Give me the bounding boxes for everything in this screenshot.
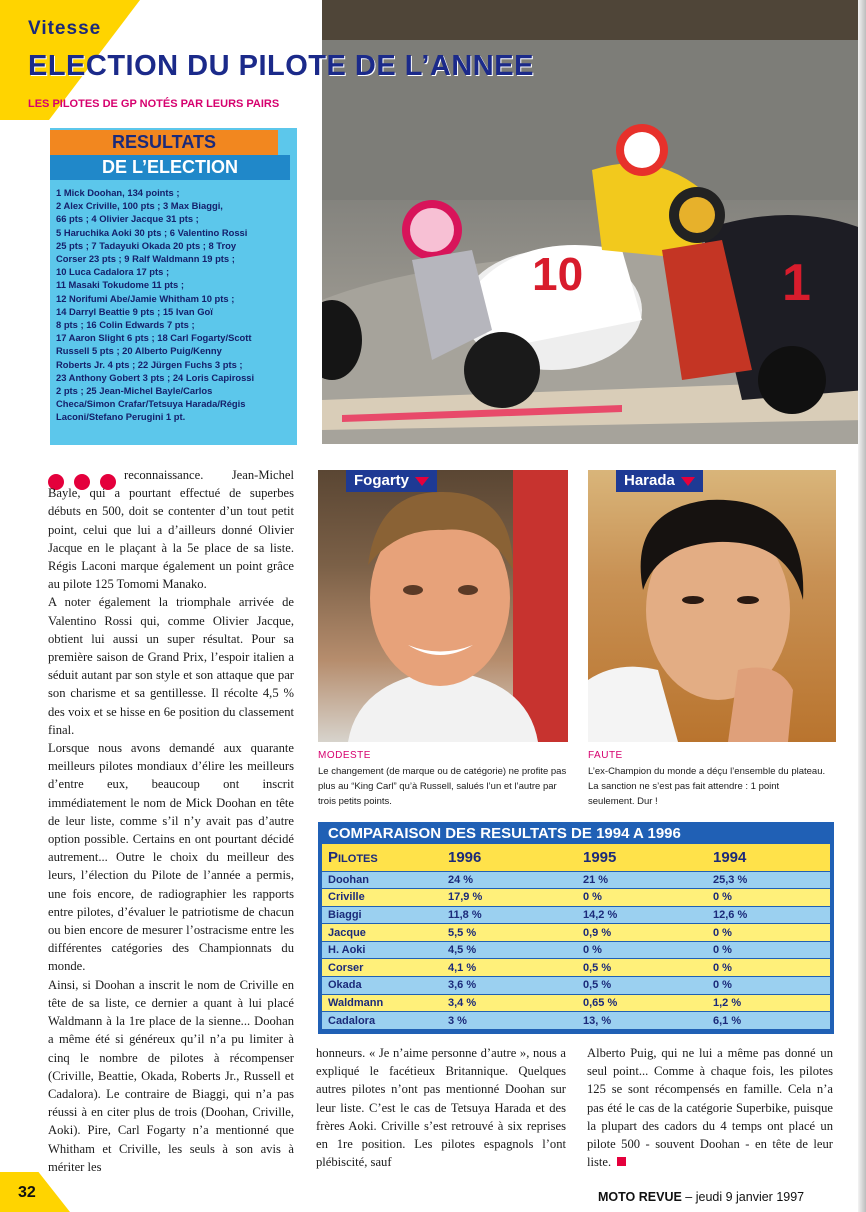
results-line: 2 pts ; 25 Jean-Michel Bayle/Carlos xyxy=(56,385,213,397)
results-line: Russell 5 pts ; 20 Alberto Puig/Kenny xyxy=(56,345,222,357)
bike-number: 10 xyxy=(532,248,584,300)
table-cell: 24 % xyxy=(442,871,577,889)
table-cell: Okada xyxy=(322,977,442,995)
table-cell: 0 % xyxy=(577,941,707,959)
table-cell: Corser xyxy=(322,959,442,977)
results-line: 11 Masaki Tokudome 11 pts ; xyxy=(56,279,184,291)
article-column-3 xyxy=(587,1044,833,1171)
table-cell: Cadalora xyxy=(322,1012,442,1030)
table-cell: Biaggi xyxy=(322,906,442,924)
harada-portrait xyxy=(588,470,836,742)
paragraph: Lorsque nous avons demandé aux quarante meilleurs pilotes mondiaux d’élire les meilleurs d’entre eux, beaucoup ont inscrit immédiatement le nom de Mick Doohan en tête de leur liste, comme s’il n’y avait pas d’autre option possible. Certains en ont pourtant décidé autrement... Outre le choix du meilleur des leurs, l’élection du Pilote de l’année a permis, une fois encore, de radiographier les rapports entre pilotes, d’évaluer le patriotisme de chacun ou bien encore de mesurer l’ostracisme entre les différentes catégories des Championnats du monde. xyxy=(48,741,294,974)
results-line: 12 Norifumi Abe/Jamie Whitham 10 pts ; xyxy=(56,292,235,304)
caption-head-fogarty: MODESTE xyxy=(318,750,371,761)
table-row xyxy=(322,871,830,889)
table-cell: 13, % xyxy=(577,1012,707,1030)
name-tag-label: Fogarty xyxy=(354,472,410,489)
paragraph: honneurs. « Je n’aime personne d’autre », nous a expliqué le facétieux Britannique. Quelques autres pilotes n’ont pas mentionné Doohan sur leur liste. C’est le cas de Tetsuya Harada et des frères Aoki. Criville s’est retrouvé à six reprises en 1re position. Les pilotes espagnols l’ont plébiscité, sauf xyxy=(316,1046,566,1170)
table-cell: 4,1 % xyxy=(442,959,577,977)
triangle-down-icon xyxy=(415,477,429,486)
comparison-title: COMPARAISON DES RESULTATS DE 1994 A 1996 xyxy=(318,822,834,844)
table-row xyxy=(322,906,830,924)
table-cell: 3,4 % xyxy=(442,994,577,1012)
table-cell: 1,2 % xyxy=(707,994,830,1012)
bike-number-2: 1 xyxy=(782,254,811,312)
caption-body-fogarty: Le changement (de marque ou de catégorie) ne profite pas plus au “King Carl” qu’à Russell, salués l’un et l’autre par trois petits points. xyxy=(318,766,567,807)
table-cell: 21 % xyxy=(577,871,707,889)
table-row xyxy=(322,994,830,1012)
article-column-2 xyxy=(316,1044,566,1171)
table-cell: 17,9 % xyxy=(442,889,577,907)
article-column-1 xyxy=(48,466,294,1176)
fogarty-name-tag xyxy=(346,470,437,492)
name-tag-label: Harada xyxy=(624,472,675,489)
table-cell: 3 % xyxy=(442,1012,577,1030)
comparison-table xyxy=(322,844,830,1029)
triangle-down-icon xyxy=(681,477,695,486)
table-cell: Doohan xyxy=(322,871,442,889)
table-cell: 5,5 % xyxy=(442,924,577,942)
table-cell: 0,5 % xyxy=(577,959,707,977)
results-title-line2: DE L’ELECTION xyxy=(50,155,290,180)
table-row xyxy=(322,977,830,995)
table-cell: 0 % xyxy=(707,959,830,977)
table-cell: 14,2 % xyxy=(577,906,707,924)
page-headline: ELECTION DU PILOTE DE L’ANNEE xyxy=(28,50,534,82)
results-line: 8 pts ; 16 Colin Edwards 7 pts ; xyxy=(56,319,195,331)
page-number: 32 xyxy=(18,1184,36,1201)
table-row xyxy=(322,924,830,942)
results-line: 23 Anthony Gobert 3 pts ; 24 Loris Capirossi xyxy=(56,371,255,383)
page-subhead: LES PILOTES DE GP NOTÉS PAR LEURS PAIRS xyxy=(28,98,280,110)
column-header: 1996 xyxy=(442,844,577,871)
column-header: Pilotes xyxy=(322,844,442,871)
table-cell: 4,5 % xyxy=(442,941,577,959)
caption-body-harada: L’ex-Champion du monde a déçu l’ensemble du plateau. La sanction ne s’est pas fait attendre : 1 point seulement. Dur ! xyxy=(588,766,826,807)
paragraph xyxy=(587,1044,833,1171)
table-cell: 25,3 % xyxy=(707,871,830,889)
results-line: Roberts Jr. 4 pts ; 22 Jürgen Fuchs 3 pts ; xyxy=(56,358,243,370)
results-line: 2 Alex Criville, 100 pts ; 3 Max Biaggi, xyxy=(56,200,223,212)
table-cell: 6,1 % xyxy=(707,1012,830,1030)
comparison-table-box xyxy=(318,822,834,1034)
results-title-line1: RESULTATS xyxy=(50,130,278,155)
table-header-row xyxy=(322,844,830,871)
harada-illustration xyxy=(588,470,836,742)
table-cell: 0 % xyxy=(707,941,830,959)
results-line: 17 Aaron Slight 6 pts ; 18 Carl Fogarty/Scott xyxy=(56,332,252,344)
results-line: 5 Haruchika Aoki 30 pts ; 6 Valentino Rossi xyxy=(56,226,248,238)
table-cell: 0,9 % xyxy=(577,924,707,942)
table-row xyxy=(322,959,830,977)
issue-date: – jeudi 9 janvier 1997 xyxy=(681,1190,805,1204)
results-line: Checa/Simon Crafar/Tetsuya Harada/Régis xyxy=(56,398,246,410)
page-edge xyxy=(858,0,866,1212)
table-row xyxy=(322,889,830,907)
results-line: 25 pts ; 7 Tadayuki Okada 20 pts ; 8 Troy xyxy=(56,239,237,251)
table-row xyxy=(322,941,830,959)
table-cell: 12,6 % xyxy=(707,906,830,924)
end-mark-icon xyxy=(617,1157,626,1166)
footer-credit xyxy=(598,1190,804,1204)
table-cell: Waldmann xyxy=(322,994,442,1012)
table-cell: Jacque xyxy=(322,924,442,942)
results-line: 10 Luca Cadalora 17 pts ; xyxy=(56,266,170,278)
paragraph: Ainsi, si Doohan a inscrit le nom de Criville en tête de sa liste, ce dernier a quant à lui placé Waldmann à la 1re place de la sienne... Doohan a même été si généreux qu’il n’a pu limiter à cinq le nombre de pilotes à récompenser (Criville, Beattie, Okada, Roberts Jr., Russell et Cadalora). Le contraire de Biaggi, qui n’a pas réussi à en citer plus de trois (Doohan, Criville, Aoki). Pire, Carl Fogarty n’a mentionné que Whitham et Criville, les seuls à son avis à mériter les xyxy=(48,977,294,1174)
results-list xyxy=(56,186,294,424)
results-line: 1 Mick Doohan, 134 points ; xyxy=(56,187,180,198)
table-cell: 0,5 % xyxy=(577,977,707,995)
results-box xyxy=(50,128,297,445)
caption-head-harada: FAUTE xyxy=(588,750,623,761)
section-label: Vitesse xyxy=(28,18,102,39)
fogarty-illustration xyxy=(318,470,568,742)
paragraph: reconnaissance. Jean-Michel Bayle, qui a pourtant effectué de superbes débuts en 500, doit se contenter d’un tout petit point, celui que lui a d’ailleurs donné Olivier Jacque en le plaçant à la 5e place de sa liste. Régis Laconi marque également un point grâce au pilote 125 Tomomi Manako. xyxy=(48,468,294,592)
results-line: 66 pts ; 4 Olivier Jacque 31 pts ; xyxy=(56,213,199,225)
results-line: Laconi/Stefano Perugini 1 pt. xyxy=(56,411,186,423)
paragraph-text: Alberto Puig, qui ne lui a même pas donné un seul point... Comme à chaque fois, les pilotes 125 se sont récompensés en famille. Cela n’a pas été le cas de la catégorie Superbike, puisque la plupart des cadors du 4 temps ont placé un pilote 500 - souvent Doohan - en tête de leur liste. xyxy=(587,1046,833,1170)
magazine-name: MOTO REVUE xyxy=(598,1190,682,1204)
results-line: Corser 23 pts ; 9 Ralf Waldmann 19 pts ; xyxy=(56,253,235,265)
table-cell: Criville xyxy=(322,889,442,907)
column-header: 1994 xyxy=(707,844,830,871)
table-cell: 0 % xyxy=(707,977,830,995)
table-cell: 0 % xyxy=(707,889,830,907)
table-cell: 0 % xyxy=(707,924,830,942)
table-row xyxy=(322,1012,830,1030)
table-cell: 3,6 % xyxy=(442,977,577,995)
harada-name-tag xyxy=(616,470,703,492)
table-cell: 0,65 % xyxy=(577,994,707,1012)
table-cell: 11,8 % xyxy=(442,906,577,924)
fogarty-portrait xyxy=(318,470,568,742)
paragraph: A noter également la triomphale arrivée de Valentino Rossi qui, comme Olivier Jacque, obtient lui aussi un super résultat. Pour sa première saison de Grand Prix, l’espoir italien a séduit autant par son style et son attaque que par son charisme et sa gentillesse. Il récolte 4,5 % des voix et se hisse en 6e position du classement final. xyxy=(48,595,294,737)
table-cell: H. Aoki xyxy=(322,941,442,959)
results-line: 14 Darryl Beattie 9 pts ; 15 Ivan Goï xyxy=(56,305,213,317)
table-cell: 0 % xyxy=(577,889,707,907)
column-header: 1995 xyxy=(577,844,707,871)
